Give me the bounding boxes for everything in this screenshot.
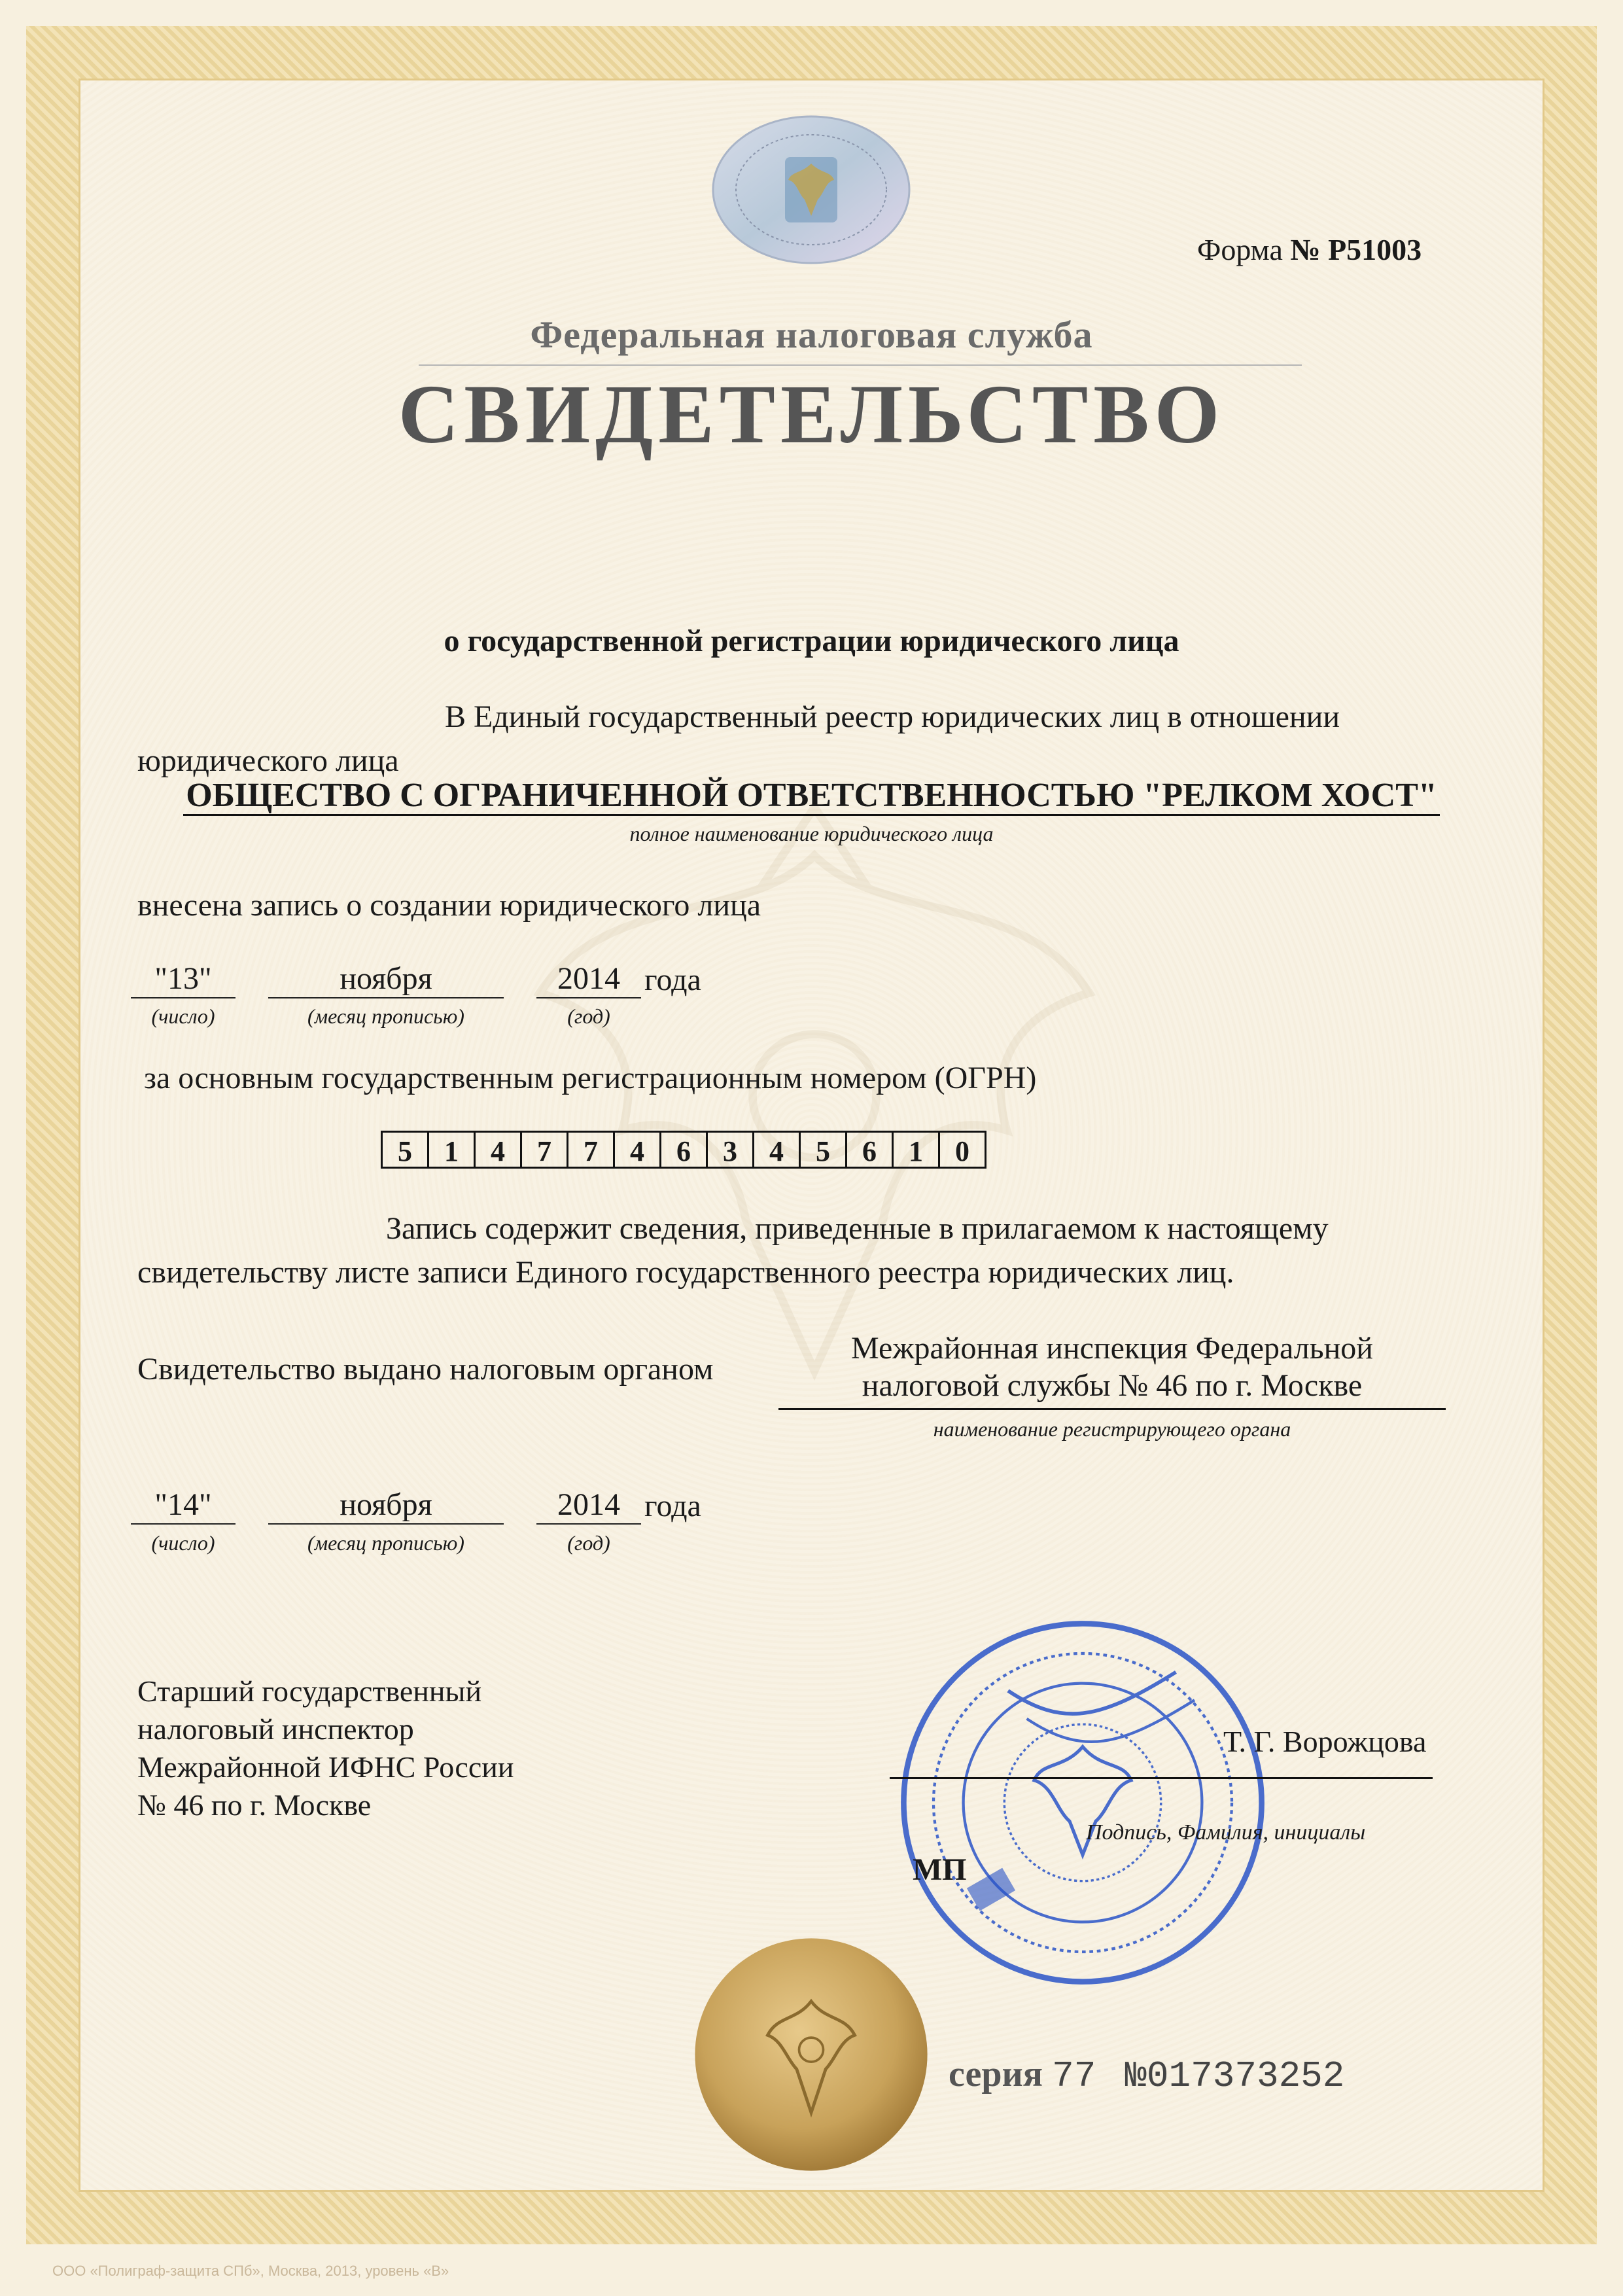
inspector-line-2: налоговый инспектор <box>137 1712 414 1746</box>
signatory-name: Т. Г. Ворожцова <box>1223 1725 1427 1758</box>
ogrn-digit: 5 <box>799 1131 847 1169</box>
issue-day: "14" <box>131 1487 236 1525</box>
agency-divider <box>419 364 1302 366</box>
company-name <box>0 776 1623 815</box>
ogrn-digit: 6 <box>659 1131 708 1169</box>
day-caption: (число) <box>151 1004 215 1028</box>
document-title: СВИДЕТЕЛЬСТВО <box>398 368 1225 461</box>
inspector-line-1: Старший государственный <box>137 1674 482 1708</box>
ogrn-digit: 3 <box>706 1131 754 1169</box>
form-code: № Р51003 <box>1290 233 1422 266</box>
certificate-number: №017373252 <box>1125 2055 1345 2097</box>
year-caption: (год) <box>567 1004 610 1028</box>
ogrn-digit: 4 <box>474 1131 522 1169</box>
issue-month-caption: (месяц прописью) <box>307 1531 464 1555</box>
inspector-line-3: Межрайонной ИФНС России <box>137 1750 514 1784</box>
issue-month: ноября <box>268 1487 504 1525</box>
issue-year: 2014 <box>536 1487 641 1525</box>
intro-line-1: В Единый государственный реестр юридических лиц в отношении <box>445 699 1340 734</box>
record-day: "13" <box>131 961 236 998</box>
ogrn-digit: 1 <box>892 1131 940 1169</box>
hologram-emblem-icon <box>707 111 916 268</box>
ogrn-label: за основным государственным регистрационным номером (ОГРН) <box>144 1061 1037 1095</box>
ogrn-digit: 5 <box>381 1131 429 1169</box>
record-contains-line-2: свидетельству листе записи Единого государственного реестра юридических лиц. <box>137 1255 1234 1290</box>
ogrn-digit: 7 <box>567 1131 615 1169</box>
intro-line-2: юридического лица <box>137 743 399 778</box>
signature-caption: Подпись, Фамилия, инициалы <box>1086 1820 1366 1845</box>
printer-note: ООО «Полиграф-защита СПб», Москва, 2013, уровень «В» <box>52 2263 449 2279</box>
record-year: 2014 <box>536 961 641 998</box>
stamp-place-label: МП <box>913 1852 967 1887</box>
authority-underline <box>778 1408 1446 1410</box>
series-value: 77 <box>1052 2055 1096 2097</box>
signature-line <box>890 1777 1433 1779</box>
ogrn-digit: 6 <box>845 1131 894 1169</box>
record-contains-line-1: Запись содержит сведения, приведенные в прилагаемом к настоящему <box>386 1211 1329 1246</box>
gold-seal-icon <box>690 1934 932 2176</box>
month-caption: (месяц прописью) <box>307 1004 464 1028</box>
issuing-authority-line-1: Межрайонная инспекция Федеральной <box>851 1331 1373 1366</box>
authority-caption: наименование регистрирующего органа <box>933 1417 1291 1441</box>
ogrn-boxes <box>383 1131 986 1169</box>
agency-heading: Федеральная налоговая служба <box>530 313 1093 356</box>
ogrn-digit: 7 <box>520 1131 568 1169</box>
official-stamp-icon <box>896 1616 1269 1989</box>
ogrn-digit: 0 <box>938 1131 986 1169</box>
issue-year-suffix: года <box>644 1489 701 1523</box>
series-label: серия <box>949 2054 1043 2094</box>
ogrn-digit: 1 <box>427 1131 476 1169</box>
record-text: внесена запись о создании юридического лица <box>137 888 761 923</box>
record-month: ноября <box>268 961 504 998</box>
ogrn-digit: 4 <box>752 1131 801 1169</box>
series-number <box>949 2053 1344 2097</box>
company-name-text: ОБЩЕСТВО С ОГРАНИЧЕННОЙ ОТВЕТСТВЕННОСТЬЮ "РЕЛКОМ ХОСТ" <box>183 777 1440 816</box>
record-year-suffix: года <box>644 963 701 997</box>
document-subtitle: о государственной регистрации юридического лица <box>444 624 1179 658</box>
issue-day-caption: (число) <box>151 1531 215 1555</box>
ogrn-digit: 4 <box>613 1131 661 1169</box>
company-caption: полное наименование юридического лица <box>629 822 994 845</box>
issue-year-caption: (год) <box>567 1531 610 1555</box>
form-number <box>1197 232 1422 267</box>
issuing-authority-line-2: налоговой службы № 46 по г. Москве <box>862 1368 1363 1403</box>
form-label: Форма <box>1197 233 1283 266</box>
inspector-line-4: № 46 по г. Москве <box>137 1788 372 1822</box>
inspector-title <box>137 1672 514 1824</box>
issued-by-label: Свидетельство выдано налоговым органом <box>137 1352 714 1386</box>
